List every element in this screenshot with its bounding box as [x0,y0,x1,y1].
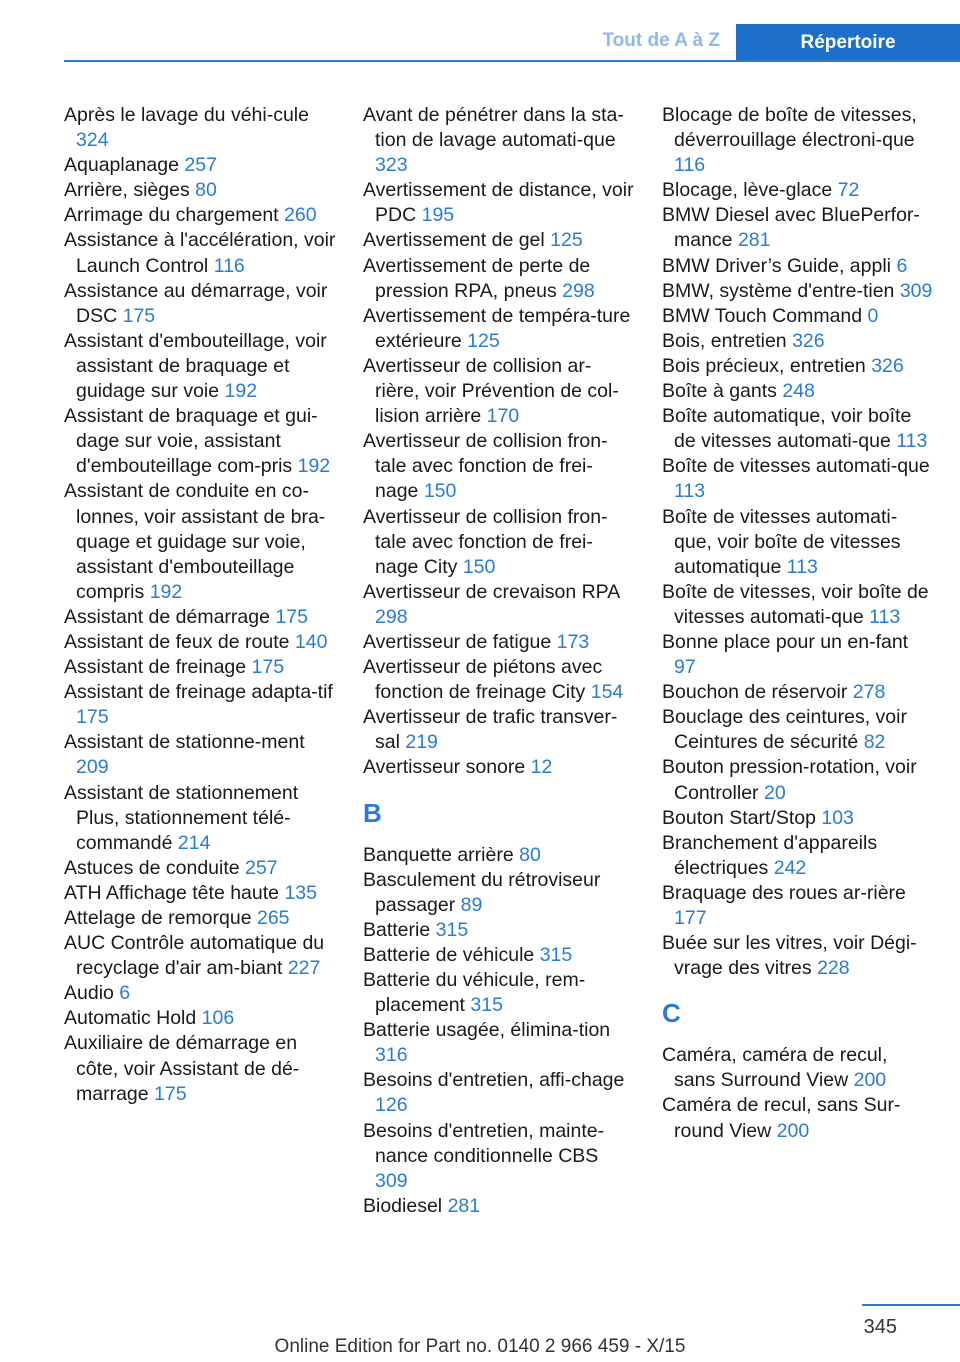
entry-page-link[interactable]: 200 [853,1069,887,1092]
index-entry [64,655,336,680]
entry-page-link[interactable]: 192 [297,455,331,478]
entry-term: Arrimage du chargement [64,204,279,227]
index-entry [64,103,336,153]
entry-term: Batterie de véhicule [363,943,535,966]
entry-term: Banquette arrière [363,843,514,866]
entry-page-link[interactable]: 150 [462,555,496,578]
index-entry [64,153,336,178]
entry-page-link[interactable]: 323 [375,154,408,177]
entry-term: BMW Touch Command [662,304,863,327]
index-entry [363,354,635,429]
entry-page-link[interactable]: 257 [184,154,217,177]
entry-term: Batterie du véhicule, rem-placement [363,969,586,1017]
entry-page-link[interactable]: 125 [467,329,500,352]
entry-term: Basculement du rétroviseur passager [363,868,601,916]
index-entry [662,831,934,881]
entry-page-link[interactable]: 265 [256,907,290,929]
index-entry [363,1194,635,1219]
entry-term: BMW Driver’s Guide, appli [662,254,892,277]
index-entry [662,1093,934,1143]
index-entry [363,705,635,755]
index-entry [662,1043,934,1093]
index-entry [363,1018,635,1068]
entry-page-link[interactable]: 126 [375,1094,408,1117]
entry-term: Caméra de recul, sans Sur-round View [662,1094,901,1142]
index-entry [662,755,934,805]
entry-term: Avertissement de distance, voir PDC [363,179,634,227]
entry-page-link[interactable]: 309 [899,279,933,302]
entry-term: Avertissement de perte de pression RPA, pneus [363,254,591,302]
entry-term: Astuces de conduite [64,856,240,879]
index-entry [64,781,336,856]
index-entry [662,379,934,404]
entry-page-link[interactable]: 20 [763,781,786,804]
entry-page-link[interactable]: 298 [375,605,408,628]
entry-term: Buée sur les vitres, voir Dégi-vrage des vitres [662,932,917,980]
entry-term: Bois précieux, entretien [662,354,866,377]
entry-page-link[interactable]: 6 [119,982,131,1005]
entry-page-link[interactable]: 315 [435,918,469,941]
index-entry [363,178,635,228]
index-entry [64,228,336,278]
index-entry [363,103,635,178]
entry-page-link[interactable]: 326 [871,354,904,377]
entry-page-link[interactable]: 281 [447,1194,481,1217]
index-entry [363,630,635,655]
entry-page-link[interactable]: 315 [470,994,503,1017]
entry-term: Assistance au démarrage, voir DSC [64,279,328,327]
entry-page-link[interactable]: 200 [776,1119,810,1142]
entry-term: Bouton pression-rotation, voir Controller [662,756,917,804]
entry-page-link[interactable]: 242 [773,856,807,879]
header-bar [64,24,960,62]
index-entry [363,1119,635,1194]
entry-page-link[interactable]: 173 [556,630,590,653]
entry-term: Boîte à gants [662,380,777,403]
index-entry [662,680,934,705]
entry-term: BMW, système d'entre-tien [662,279,895,302]
entry-term: Blocage, lève-glace [662,179,833,202]
index-entry [64,680,336,730]
entry-page-link[interactable]: 260 [284,204,317,227]
entry-term: Assistant de freinage adapta-tif [64,681,333,704]
entry-page-link[interactable]: 106 [201,1007,235,1030]
index-entry [662,806,934,831]
entry-term: Assistant de stationnement Plus, stationnement télé-commandé [64,781,299,854]
entry-page-link[interactable]: 125 [550,229,583,252]
entry-page-link[interactable]: 72 [837,179,860,202]
index-entry [363,943,635,968]
index-entry [363,868,635,918]
entry-term: Avertisseur sonore [363,756,526,779]
entry-page-link[interactable]: 80 [195,179,217,202]
entry-page-link[interactable]: 116 [213,254,245,277]
footer-rule [862,1304,960,1306]
entry-term: Avertisseur de collision ar-rière, voir Prévention de col-lision arrière [363,354,619,428]
entry-term: Auxiliaire de démarrage en côte, voir Assistant de dé-marrage [64,1032,300,1105]
entry-page-link[interactable]: 89 [460,893,483,916]
entry-term: Avertissement de tempéra-ture extérieure [363,304,631,352]
entry-page-link[interactable]: 315 [539,943,573,966]
index-entry [662,580,934,630]
entry-page-link[interactable]: 195 [421,204,455,227]
entry-term: Assistant d'embouteillage, voir assistant de braquage et guidage sur voie [64,329,327,403]
entry-page-link[interactable]: 103 [821,806,854,829]
entry-term: Blocage de boîte de vitesses, déverrouillage électroni-que [662,104,917,152]
entry-term: Avant de pénétrer dans la sta-tion de lavage automati-que [363,104,624,152]
entry-page-link[interactable]: 80 [519,843,541,866]
index-entry [662,103,934,178]
index-entry [64,906,336,931]
entry-page-link[interactable]: 97 [674,656,696,679]
entry-term: Boîte de vitesses automati-que [662,455,930,478]
index-entry [64,329,336,404]
entry-page-link[interactable]: 12 [530,756,553,779]
entry-page-link[interactable]: 192 [224,380,258,403]
entry-page-link[interactable]: 278 [852,681,886,704]
entry-page-link[interactable]: 0 [867,304,879,327]
index-column-1 [64,103,336,1107]
entry-page-link[interactable]: 209 [76,756,109,779]
index-entry [64,931,336,981]
entry-term: Avertisseur de piétons avec fonction de freinage City [363,656,603,704]
header-rule [64,60,960,62]
index-entry [64,730,336,780]
index-entry [363,655,635,705]
entry-page-link[interactable]: 214 [177,831,211,854]
entry-page-link[interactable]: 298 [562,279,595,302]
entry-term: BMW Diesel avec BluePerfor-mance [662,204,920,252]
index-entry [64,856,336,881]
entry-term: Assistant de démarrage [64,605,270,628]
entry-page-link[interactable]: 248 [782,380,815,403]
index-entry [64,605,336,630]
index-entry [662,254,934,279]
entry-term: Assistant de freinage [64,656,247,679]
index-entry [64,981,336,1006]
index-entry [662,931,934,981]
entry-term: Après le lavage du véhi-cule [64,104,309,126]
entry-term: Assistance à l'accélération, voir Launch Control [64,229,336,277]
index-entry [662,454,934,504]
entry-page-link[interactable]: 326 [792,329,825,352]
entry-term: Boîte automatique, voir boîte de vitesses automati-que [662,405,912,453]
index-entry [363,755,635,780]
index-column-3 [662,103,934,1144]
index-entry [64,178,336,203]
entry-page-link[interactable]: 227 [287,957,321,980]
index-entry [662,705,934,755]
entry-page-link[interactable]: 82 [863,731,886,754]
entry-page-link[interactable]: 316 [375,1044,408,1067]
index-entry [363,580,635,630]
entry-term: Avertisseur de collision fron-tale avec fonction de frei-nage City [363,505,608,578]
entry-page-link[interactable]: 192 [149,580,183,603]
entry-page-link[interactable]: 170 [486,405,520,428]
entry-page-link[interactable]: 281 [737,229,771,252]
index-entry [662,630,934,680]
entry-term: ATH Affichage tête haute [64,881,280,904]
entry-term: Biodiesel [363,1194,443,1217]
index-entry [64,279,336,329]
index-entry [662,354,934,379]
entry-page-link[interactable]: 177 [674,907,707,929]
entry-page-link[interactable]: 113 [674,480,706,503]
entry-page-link[interactable]: 175 [251,656,285,679]
entry-page-link[interactable]: 309 [375,1169,408,1192]
entry-term: Audio [64,982,114,1005]
entry-page-link[interactable]: 116 [674,154,706,177]
entry-term: Avertisseur de crevaison RPA [363,580,620,603]
entry-term: Avertisseur de trafic transver-sal [363,706,618,754]
entry-page-link[interactable]: 175 [275,605,308,628]
entry-term: Batterie [363,918,431,941]
index-entry [363,968,635,1018]
index-entry [363,429,635,504]
edition-note: Online Edition for Part no. 0140 2 966 459 - X/15 [274,1336,686,1357]
index-entry [64,404,336,479]
index-entry [662,304,934,329]
entry-page-link[interactable]: 140 [294,630,328,653]
index-entry [662,329,934,354]
index-entry [363,228,635,253]
entry-page-link[interactable]: 257 [245,856,278,879]
index-entry [662,178,934,203]
entry-page-link[interactable]: 219 [405,731,438,754]
page-number: 345 [863,1316,897,1338]
entry-term: Avertissement de gel [363,229,545,252]
index-entry [363,304,635,354]
entry-page-link[interactable]: 228 [817,957,850,980]
index-entry [363,843,635,868]
entry-term: Assistant de feux de route [64,630,290,653]
index-entry [363,1068,635,1118]
index-entry [662,881,934,931]
entry-term: Braquage des roues ar-rière [662,881,906,904]
index-entry [64,203,336,228]
entry-term: AUC Contrôle automatique du recyclage d'air am-biant [64,932,325,980]
entry-term: Aquaplanage [64,154,179,177]
entry-term: Bonne place pour un en-fant [662,630,909,653]
index-entry [363,505,635,580]
entry-term: Besoins d'entretien, mainte-nance conditionnelle CBS [363,1119,605,1167]
index-entry [662,404,934,454]
entry-page-link[interactable]: 324 [76,129,109,152]
entry-term: Automatic Hold [64,1007,197,1030]
index-entry [662,505,934,580]
entry-page-link[interactable]: 150 [423,480,457,503]
section-letter: B [363,797,382,828]
index-entry [662,203,934,253]
entry-term: Attelage de remorque [64,907,252,929]
entry-term: Batterie usagée, élimina-tion [363,1019,611,1042]
entry-page-link[interactable]: 175 [154,1082,187,1105]
section-letter: C [662,998,681,1029]
index-entry [64,881,336,906]
entry-page-link[interactable]: 135 [284,881,317,904]
entry-term: Assistant de braquage et gui-dage sur voie, assistant d'embouteillage com-pris [64,405,318,478]
index-entry [64,630,336,655]
index-entry [64,1006,336,1031]
entry-page-link[interactable]: 6 [896,254,908,277]
tab-index[interactable]: Répertoire [736,24,960,62]
index-entry [662,279,934,304]
entry-term: Bois, entretien [662,329,787,352]
entry-term: Avertisseur de fatigue [363,630,552,653]
entry-term: Boîte de vitesses automati-que, voir boîte de vitesses automatique [662,505,901,578]
entry-term: Assistant de stationne-ment [64,731,305,754]
index-entry [64,1031,336,1106]
entry-term: Avertisseur de collision fron-tale avec fonction de frei-nage [363,430,608,503]
index-entry [363,254,635,304]
index-entry [64,479,336,604]
entry-term: Arrière, sièges [64,179,190,202]
entry-term: Branchement d'appareils électriques [662,831,878,879]
entry-page-link[interactable]: 175 [122,304,156,327]
index-column-2 [363,103,635,1219]
entry-term: Boîte de vitesses, voir boîte de vitesses automati-que [662,580,929,628]
entry-page-link[interactable]: 175 [76,706,109,729]
entry-term: Bouchon de réservoir [662,681,848,704]
index-entry [363,918,635,943]
entry-page-link[interactable]: 154 [590,681,624,704]
entry-term: Assistant de conduite en co-lonnes, voir assistant de bra-quage et guidage sur voie, assistant d'embouteillage compris [64,480,326,603]
entry-term: Besoins d'entretien, affi-chage [363,1069,625,1092]
entry-page-link[interactable]: 113 [786,555,818,578]
entry-page-link[interactable]: 113 [896,430,928,453]
entry-term: Bouton Start/Stop [662,806,816,829]
entry-term: Bouclage des ceintures, voir Ceintures de sécurité [662,706,907,754]
entry-term: Caméra, caméra de recul, sans Surround View [662,1044,888,1092]
tab-all-a-to-z[interactable]: Tout de A à Z [602,30,720,51]
entry-page-link[interactable]: 113 [869,605,901,628]
